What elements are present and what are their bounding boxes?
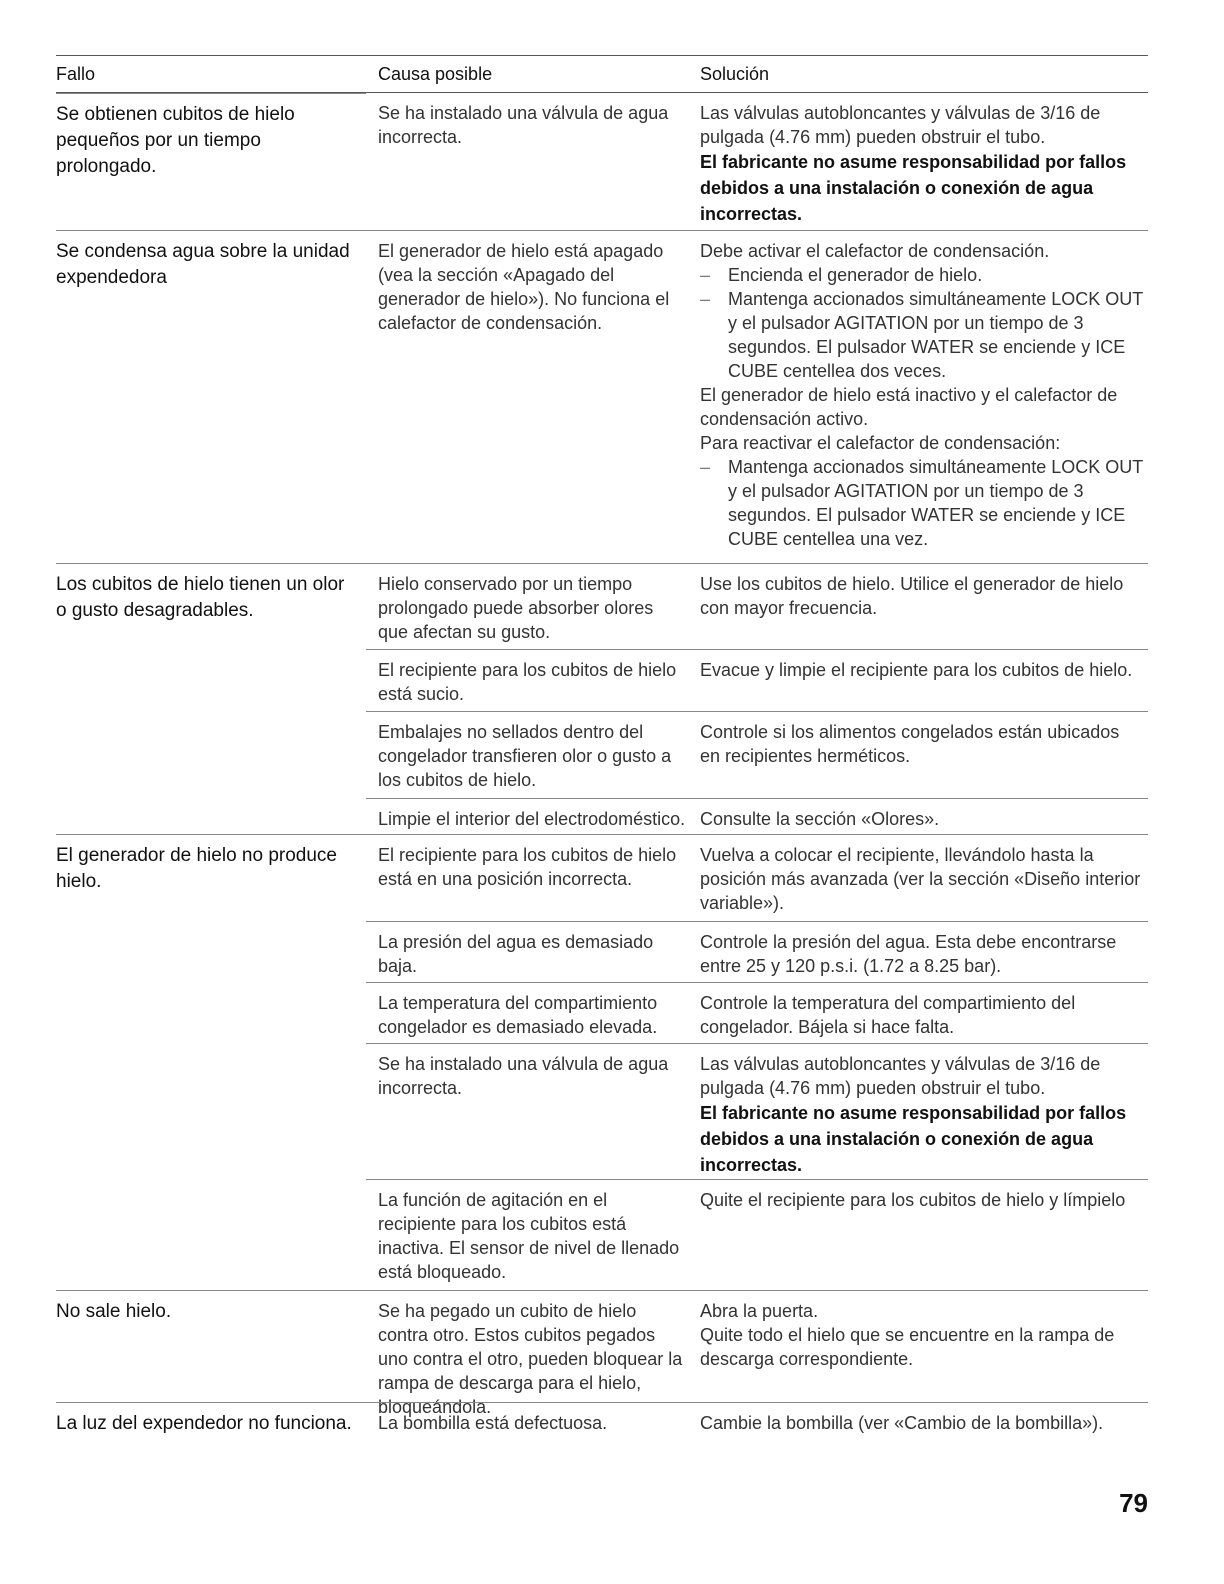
fault-text: Se obtienen cubitos de hielo pequeños por un tiempo prolongado.: [56, 93, 366, 230]
solution-step: – Mantenga accionados simultáneamente LOCK OUT y el pulsador AGITATION por un tiempo de 3 segundos. El pulsador WATER se enciende y ICE CUBE centellea una vez.: [700, 455, 1144, 551]
cause-text: Se ha instalado una válvula de agua incorrecta.: [378, 103, 669, 147]
fault-group: [56, 1290, 1148, 1417]
table-row: [366, 1043, 1148, 1179]
solution-text: Vuelva a colocar el recipiente, llevándolo hasta la posición más avanzada (ver la sección «Diseño interior variable»).: [696, 834, 1148, 921]
fault-text: Los cubitos de hielo tienen un olor o gusto desagradables.: [56, 563, 366, 834]
table-row: [366, 921, 1148, 982]
solution-text: Use los cubitos de hielo. Utilice el generador de hielo con mayor frecuencia.: [696, 563, 1148, 649]
table-row: [366, 711, 1148, 798]
table-row: [366, 1290, 1148, 1417]
solution-text: Consulte la sección «Olores».: [696, 798, 1148, 834]
fault-text: No sale hielo.: [56, 1290, 366, 1402]
cause-text: Limpie el interior del electrodoméstico.: [366, 798, 696, 834]
header-fault: Fallo: [56, 63, 96, 84]
cause-text: La bombilla está defectuosa.: [366, 1402, 696, 1442]
cause-text: La función de agitación en el recipiente para los cubitos está inactiva. El sensor de nivel de llenado está bloqueado.: [366, 1179, 696, 1290]
solution-text: Quite el recipiente para los cubitos de hielo y límpielo: [696, 1179, 1148, 1290]
cause-text: Embalajes no sellados dentro del congelador transfieren olor o gusto a los cubitos de hielo.: [366, 711, 696, 798]
fault-text: El generador de hielo no produce hielo.: [56, 834, 366, 1290]
solution-warning: El fabricante no asume responsabilidad por fallos debidos a una instalación o conexión de agua incorrectas.: [700, 152, 1127, 224]
solution-cell: [696, 1043, 1148, 1179]
solution-text: Abra la puerta.: [700, 1301, 819, 1321]
solution-text: Cambie la bombilla (ver «Cambio de la bombilla»).: [696, 1402, 1148, 1442]
solution-cell: [696, 93, 1148, 230]
fault-text: Se condensa agua sobre la unidad expendedora: [56, 230, 366, 563]
solution-text: Quite todo el hielo que se encuentre en la rampa de descarga correspondiente.: [700, 1325, 1115, 1369]
cause-text: El recipiente para los cubitos de hielo está en una posición incorrecta.: [366, 834, 696, 921]
cause-text: El generador de hielo está apagado (vea la sección «Apagado del generador de hielo»). No funciona el calefactor de condensación.: [366, 230, 696, 563]
solution-text: Las válvulas autobloncantes y válvulas de 3/16 de pulgada (4.76 mm) pueden obstruir el tubo.: [700, 103, 1101, 147]
solution-text: Evacue y limpie el recipiente para los cubitos de hielo.: [696, 649, 1148, 711]
solution-text: Controle si los alimentos congelados están ubicados en recipientes herméticos.: [696, 711, 1148, 798]
header-cause: Causa posible: [378, 63, 493, 84]
fault-group: [56, 834, 1148, 1290]
table-row: [366, 834, 1148, 921]
table-row: [366, 798, 1148, 834]
table-row: [366, 230, 1148, 563]
solution-text: Controle la presión del agua. Esta debe encontrarse entre 25 y 120 p.s.i. (1.72 a 8.25 bar).: [696, 921, 1148, 982]
cause-text: Se ha pegado un cubito de hielo contra otro. Estos cubitos pegados uno contra el otro, pueden bloquear la rampa de descarga para el hielo, bloqueándola.: [366, 1290, 696, 1402]
header-solution: Solución: [700, 63, 770, 84]
solution-text: El generador de hielo está inactivo y el calefactor de condensación activo.: [700, 385, 1118, 429]
troubleshooting-table: [56, 55, 1148, 1445]
fault-group: [56, 93, 1148, 230]
fault-group: [56, 563, 1148, 834]
table-row: [366, 93, 1148, 230]
table-header: [56, 55, 1148, 93]
fault-group: [56, 1402, 1148, 1445]
cause-text: El recipiente para los cubitos de hielo está sucio.: [366, 649, 696, 711]
cause-text: La temperatura del compartimiento congelador es demasiado elevada.: [366, 982, 696, 1043]
fault-group: [56, 230, 1148, 563]
solution-text: Para reactivar el calefactor de condensación:: [700, 433, 1061, 453]
solution-text: Debe activar el calefactor de condensación.: [700, 241, 1050, 261]
solution-text: Controle la temperatura del compartimiento del congelador. Bájela si hace falta.: [696, 982, 1148, 1043]
table-row: [366, 982, 1148, 1043]
solution-warning: El fabricante no asume responsabilidad por fallos debidos a una instalación o conexión de agua incorrectas.: [700, 1103, 1127, 1175]
solution-cell: [696, 230, 1148, 563]
solution-cell: [696, 1290, 1148, 1402]
solution-text: Las válvulas autobloncantes y válvulas de 3/16 de pulgada (4.76 mm) pueden obstruir el tubo.: [700, 1054, 1101, 1098]
page-number: 79: [1119, 1488, 1148, 1518]
cause-text: La presión del agua es demasiado baja.: [366, 921, 696, 982]
table-row: [366, 563, 1148, 649]
solution-step: – Encienda el generador de hielo.: [700, 263, 1144, 287]
table-row: [366, 1179, 1148, 1290]
cause-text: Hielo conservado por un tiempo prolongado puede absorber olores que afectan su gusto.: [366, 563, 696, 649]
solution-step: – Mantenga accionados simultáneamente LOCK OUT y el pulsador AGITATION por un tiempo de 3 segundos. El pulsador WATER se enciende y ICE CUBE centellea dos veces.: [700, 287, 1144, 383]
table-row: [366, 1402, 1148, 1442]
table-row: [366, 649, 1148, 711]
fault-text: La luz del expendedor no funciona.: [56, 1402, 366, 1445]
cause-text: Se ha instalado una válvula de agua incorrecta.: [366, 1043, 696, 1179]
